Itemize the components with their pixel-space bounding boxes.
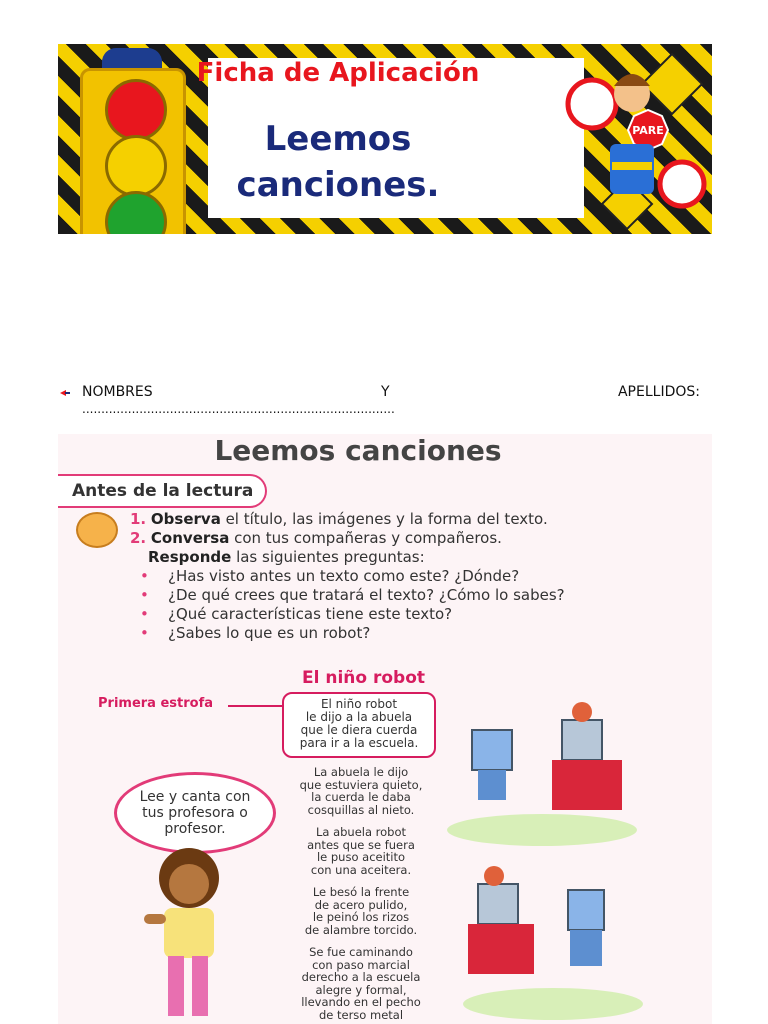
stanza-2: La abuela le dijo que estuviera quieto, la cuerda le daba cosquillas al nieto. [299, 765, 423, 817]
question-item: • ¿Qué características tiene este texto? [130, 605, 608, 624]
page-title-line2: canciones. [236, 165, 440, 205]
robots-scene-1-icon [442, 690, 642, 850]
textbook-page [58, 434, 712, 1024]
app-title: Ficha de Aplicación [196, 58, 480, 88]
page-title [150, 116, 526, 208]
section-heading: Antes de la lectura [58, 474, 267, 508]
song-title: El niño robot [302, 668, 426, 688]
instructions [130, 510, 608, 643]
stanza-4: Le besó la frente de acero pulido, le peinó los rizos de alambre torcido. [304, 885, 418, 937]
step-2: 2. Conversa con tus compañeras y compañeros. [130, 529, 502, 547]
question-item: • ¿De qué crees que tratará el texto? ¿Cómo lo sabes? [130, 586, 608, 605]
speech-bubble: Lee y canta con tus profesora o profesor. [114, 772, 276, 854]
surnames-label: APELLIDOS: [617, 384, 700, 400]
traffic-kid-signs-icon [562, 44, 712, 234]
first-strophe: El niño robot le dijo a la abuela que le diera cuerda para ir a la escuela. [282, 692, 436, 758]
question-item: • ¿Sabes lo que es un robot? [130, 624, 608, 643]
and-label: Y [381, 384, 390, 400]
step-1: 1. Observa el título, las imágenes y la forma del texto. [130, 510, 548, 528]
student-avatar-icon [76, 512, 118, 548]
names-label: NOMBRES [82, 384, 153, 400]
page-title-line1: Leemos [264, 119, 412, 159]
book-title: Leemos canciones [214, 434, 502, 467]
girl-illustration-icon [134, 844, 244, 1024]
stanza-5: Se fue caminando con paso marcial derecho a la escuela alegre y formal, llevando en el pecho de terso metal [301, 945, 421, 1022]
robots-scene-2-icon [458, 854, 648, 1024]
names-blank-line[interactable]: .................................................................................. [82, 402, 395, 416]
stop-sign-label: PARE [632, 124, 664, 137]
question-item: • ¿Has visto antes un texto como este? ¿Dónde? [130, 567, 608, 586]
respond-line: Responde las siguientes preguntas: [148, 548, 425, 566]
names-field [60, 384, 700, 416]
stanza-3: La abuela robot antes que se fuera le puso aceitito con una aceitera. [307, 825, 415, 877]
arrow-bullet-icon [60, 388, 70, 398]
strophe-label: Primera estrofa [98, 696, 214, 711]
strophe-arrow-icon [228, 705, 284, 707]
